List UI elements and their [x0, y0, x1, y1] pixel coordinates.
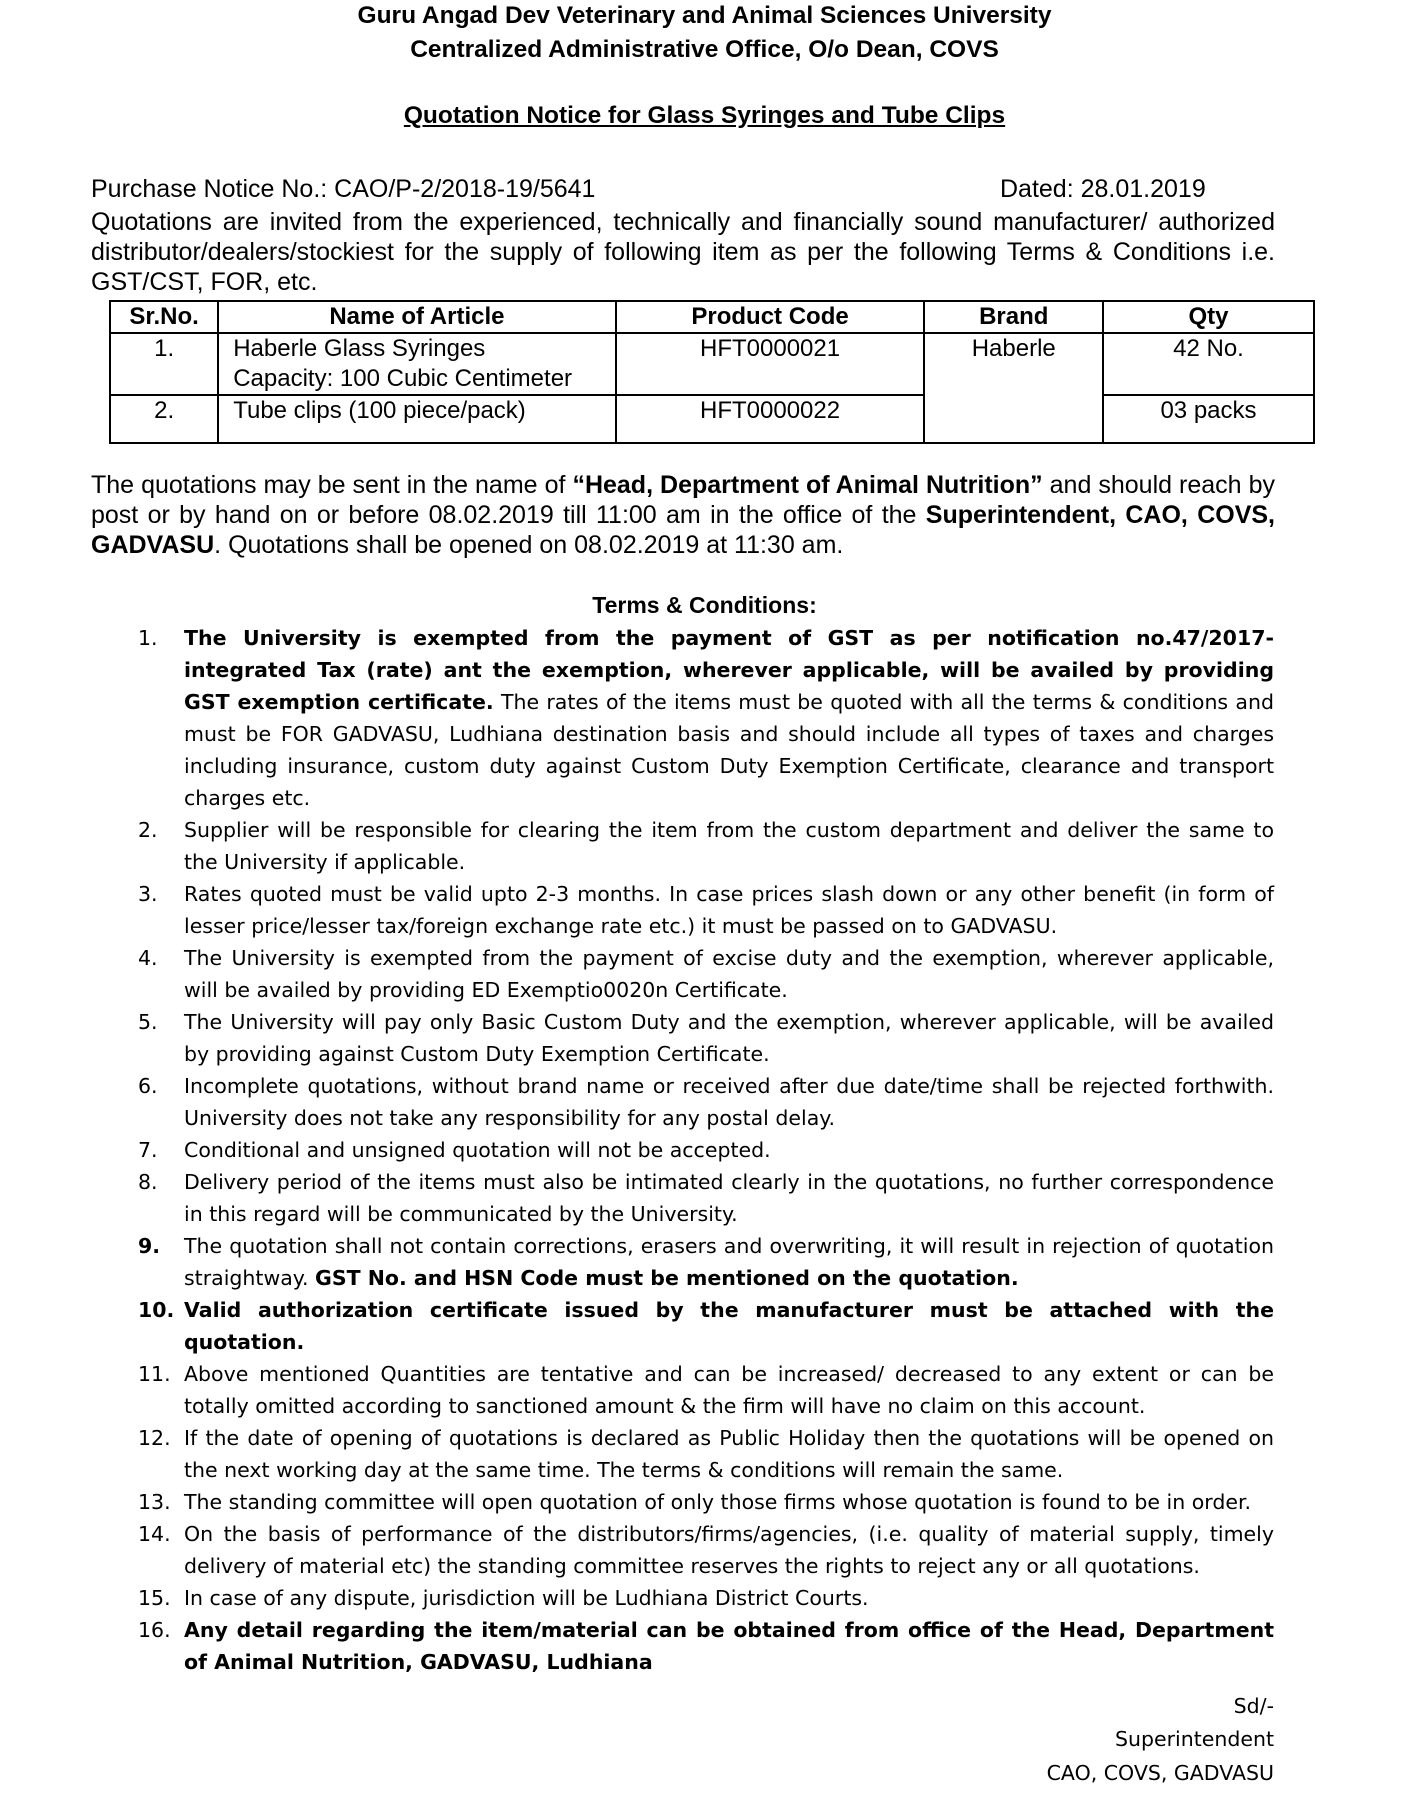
signature-office: CAO, COVS, GADVASU — [1046, 1761, 1274, 1785]
term-text: The quotation shall not contain corrections, erasers and overwriting, it will result in rejection of quotation straightway. — [184, 1234, 1274, 1290]
university-name: Guru Angad Dev Veterinary and Animal Sciences University — [357, 2, 1052, 29]
row-sr: 1. — [110, 333, 218, 395]
term-number: 7. — [138, 1138, 158, 1162]
term-number: 11. — [138, 1362, 171, 1386]
term-number: 14. — [138, 1522, 171, 1546]
term-text: The rates of the items must be quoted with all the terms & conditions and must be FOR GADVASU, Ludhiana destination basis and should include all types of taxes and charges including insurance, custom duty against Custom Duty Exemption Certificate, clearance and transport charges etc. — [184, 690, 1274, 810]
intro-paragraph: Quotations are invited from the experienced, technically and financially sound manufacturer/ authorized distributor/dealers/stockiest for the supply of following item as per the following Terms & Conditions i.e. GST/CST, FOR, etc. — [91, 208, 1275, 296]
term-number: 12. — [138, 1426, 171, 1450]
term-item — [138, 1358, 1274, 1422]
term-text-bold: The University is exempted from the payment of GST as per notification no.47/2017-integrated Tax (rate) ant the exemption, wherever applicable, will be availed by providing GST exemption certificate. — [184, 626, 1274, 714]
term-text: Delivery period of the items must also be intimated clearly in the quotations, no further correspondence in this regard will be communicated by the University. — [184, 1170, 1274, 1226]
column-header-brand: Brand — [924, 301, 1103, 333]
row-qty: 03 packs — [1103, 395, 1314, 443]
term-number: 2. — [138, 818, 158, 842]
items-table — [109, 300, 1315, 444]
term-item — [138, 1294, 1274, 1358]
table-row — [110, 333, 1314, 395]
term-text: The standing committee will open quotation of only those firms whose quotation is found to be in order. — [184, 1490, 1252, 1514]
column-header-code: Product Code — [616, 301, 925, 333]
term-number: 9. — [138, 1234, 161, 1258]
term-text: Conditional and unsigned quotation will not be accepted. — [184, 1138, 771, 1162]
term-item — [138, 1518, 1274, 1582]
term-number: 4. — [138, 946, 158, 970]
terms-list — [138, 622, 1274, 1678]
column-header-sr: Sr.No. — [110, 301, 218, 333]
instructions-text: and should reach by post or by hand on or before 08.02.2019 till 11:00 am in the office of the — [91, 471, 1276, 529]
term-item — [138, 878, 1274, 942]
column-header-qty: Qty — [1103, 301, 1314, 333]
purchase-notice-number: Purchase Notice No.: CAO/P-2/2018-19/5641 — [91, 175, 596, 203]
term-item — [138, 1422, 1274, 1486]
instructions-text: . Quotations shall be opened on 08.02.2019 at 11:30 am. — [214, 531, 844, 559]
row-qty: 42 No. — [1103, 333, 1314, 395]
term-item — [138, 1582, 1274, 1614]
table-header-row — [110, 301, 1314, 333]
term-text: In case of any dispute, jurisdiction will be Ludhiana District Courts. — [184, 1586, 869, 1610]
submission-instructions — [91, 470, 1275, 560]
notice-title: Quotation Notice for Glass Syringes and Tube Clips — [403, 102, 1006, 129]
term-item — [138, 1006, 1274, 1070]
term-text: Rates quoted must be valid upto 2-3 months. In case prices slash down or any other benefit (in form of lesser price/lesser tax/foreign exchange rate etc.) it must be passed on to GADVASU. — [184, 882, 1274, 938]
term-item — [138, 1134, 1274, 1166]
row-name: Tube clips (100 piece/pack) — [218, 395, 615, 443]
term-item — [138, 1486, 1274, 1518]
term-text: Supplier will be responsible for clearing the item from the custom department and deliver the same to the University if applicable. — [184, 818, 1274, 874]
row-brand: Haberle — [924, 333, 1103, 443]
article-name: Haberle Glass Syringes — [233, 335, 486, 362]
term-number: 1. — [138, 626, 158, 650]
row-name — [218, 333, 615, 395]
term-number: 16. — [138, 1618, 171, 1642]
addressee: “Head, Department of Animal Nutrition” — [572, 471, 1043, 499]
table-row — [110, 395, 1314, 443]
term-item — [138, 1614, 1274, 1678]
term-number: 13. — [138, 1490, 171, 1514]
term-text: Incomplete quotations, without brand name or received after due date/time shall be rejected forthwith. University does not take any responsibility for any postal delay. — [184, 1074, 1274, 1130]
term-item — [138, 942, 1274, 1006]
office-name: Centralized Administrative Office, O/o Dean, COVS — [410, 36, 999, 63]
term-text-bold: GST No. and HSN Code must be mentioned on the quotation. — [315, 1266, 1019, 1290]
term-item — [138, 1166, 1274, 1230]
term-number: 6. — [138, 1074, 158, 1098]
term-text: The University will pay only Basic Custom Duty and the exemption, wherever applicable, will be availed by providing against Custom Duty Exemption Certificate. — [184, 1010, 1274, 1066]
term-number: 5. — [138, 1010, 158, 1034]
instructions-text: The quotations may be sent in the name of — [91, 471, 573, 499]
term-number: 8. — [138, 1170, 158, 1194]
office-address: Superintendent, CAO, COVS, GADVASU — [91, 501, 1275, 559]
term-text-bold: Any detail regarding the item/material can be obtained from office of the Head, Department of Animal Nutrition, GADVASU, Ludhiana — [184, 1618, 1274, 1674]
term-text: If the date of opening of quotations is declared as Public Holiday then the quotations will be opened on the next working day at the same time. The terms & conditions will remain the same. — [184, 1426, 1274, 1482]
term-item — [138, 622, 1274, 814]
term-text-bold: Valid authorization certificate issued by the manufacturer must be attached with the quotation. — [184, 1298, 1274, 1354]
row-code: HFT0000021 — [616, 333, 925, 395]
term-text: The University is exempted from the payment of excise duty and the exemption, wherever applicable, will be availed by providing ED Exemptio0020n Certificate. — [184, 946, 1274, 1002]
terms-heading: Terms & Conditions: — [592, 592, 817, 618]
row-sr: 2. — [110, 395, 218, 443]
term-number: 3. — [138, 882, 158, 906]
term-number: 15. — [138, 1586, 171, 1610]
term-text: On the basis of performance of the distributors/firms/agencies, (i.e. quality of material supply, timely delivery of material etc) the standing committee reserves the rights to reject any or all quotations. — [184, 1522, 1274, 1578]
signature-designation: Superintendent — [1114, 1727, 1274, 1751]
article-capacity: Capacity: 100 Cubic Centimeter — [233, 365, 573, 392]
signature-sd: Sd/- — [1233, 1694, 1274, 1718]
notice-date: Dated: 28.01.2019 — [1000, 175, 1206, 203]
term-text: Above mentioned Quantities are tentative and can be increased/ decreased to any extent or can be totally omitted according to sanctioned amount & the firm will have no claim on this account. — [184, 1362, 1274, 1418]
term-item — [138, 1070, 1274, 1134]
column-header-name: Name of Article — [218, 301, 615, 333]
row-code: HFT0000022 — [616, 395, 925, 443]
term-item — [138, 814, 1274, 878]
term-item — [138, 1230, 1274, 1294]
term-number: 10. — [138, 1298, 175, 1322]
